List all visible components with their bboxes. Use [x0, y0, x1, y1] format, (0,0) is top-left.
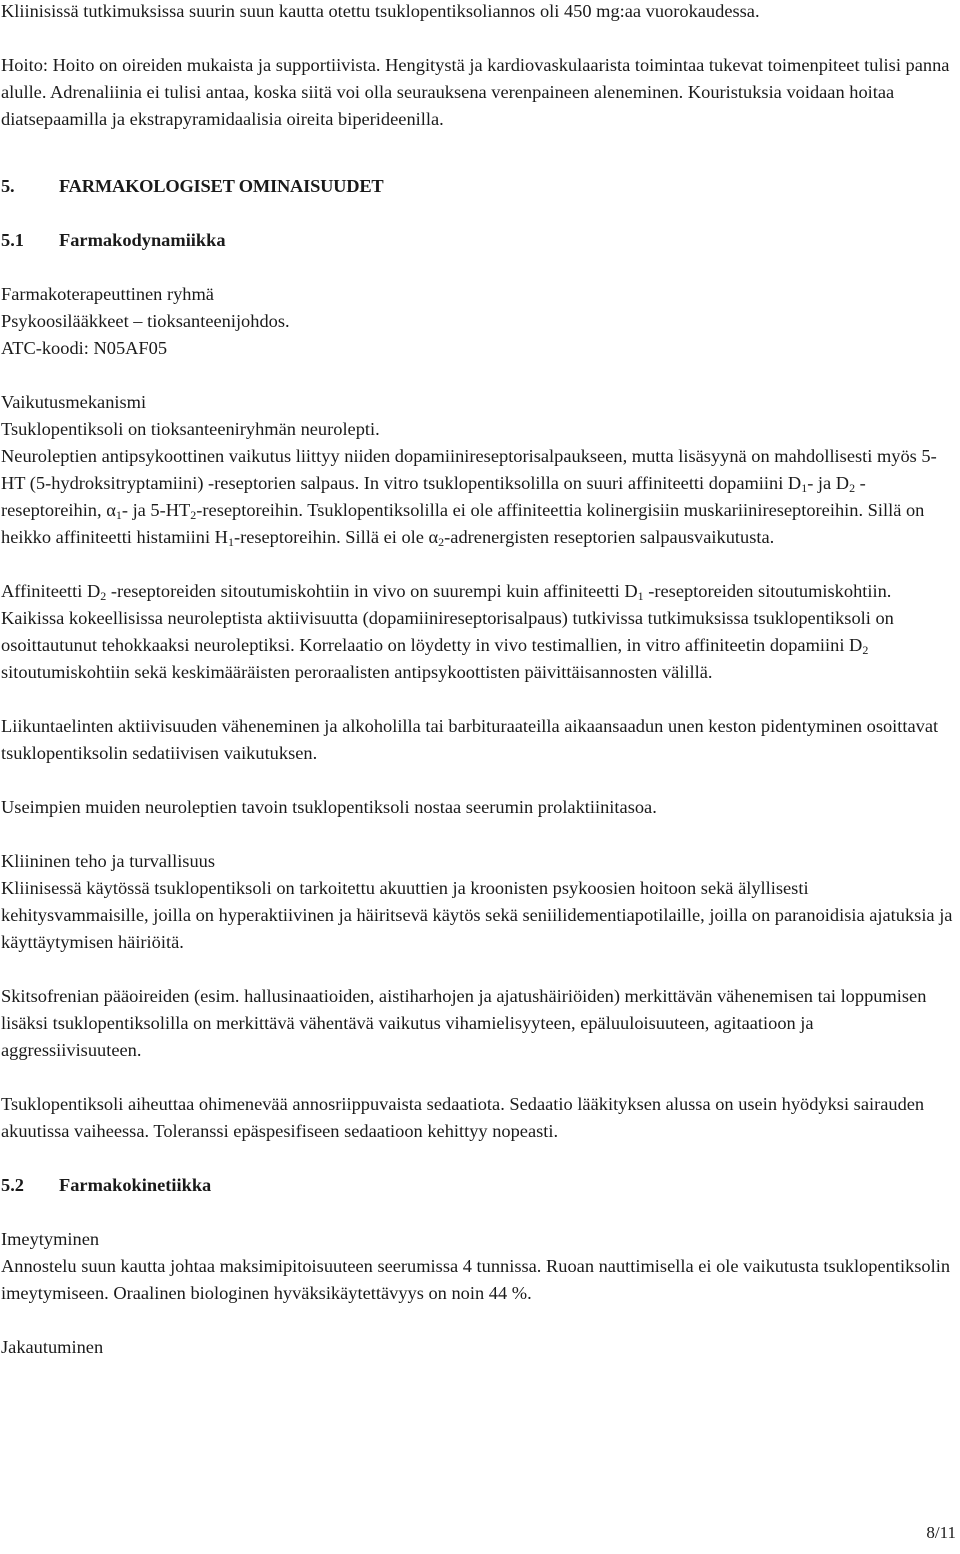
- pharmacotherapeutic-group-value: Psykoosilääkkeet – tioksanteenijohdos.: [1, 311, 290, 331]
- section-5-2-number: 5.2: [1, 1175, 24, 1195]
- absorption-paragraph: Annostelu suun kautta johtaa maksimipitoisuuteen seerumissa 4 tunnissa. Ruoan nauttimisella ei ole vaikutusta tsuklopentiksolin imeytymiseen. Oraalinen biologinen hyväksikäytettävyys on noin 44 %.: [1, 1256, 951, 1303]
- section-5-2-title: Farmakokinetiikka: [59, 1175, 212, 1195]
- motility-paragraph: Liikuntaelinten aktiivisuuden väheneminen ja alkoholilla tai barbituraateilla aikaansaadun unen keston pidentyminen osoittavat tsuklopentiksolin sedatiivisen vaikutuksen.: [1, 716, 939, 763]
- efficacy-paragraph: Kliinisessä käytössä tsuklopentiksoli on tarkoitettu akuuttien ja kroonisten psykoosien hoitoon sekä älyllisesti kehitysvammaisille, joilla on hyperaktiivinen ja häiritsevä käytös sekä seniilidementiapotilaille, joilla on paranoidisia ajatuksia ja käyttäytymisen häiriöitä.: [1, 878, 953, 952]
- pharmacotherapeutic-group-label: Farmakoterapeuttinen ryhmä: [1, 284, 214, 304]
- schizophrenia-paragraph: Skitsofrenian pääoireiden (esim. hallusinaatioiden, aistiharhojen ja ajatushäiriöiden) merkittävän vähenemisen tai loppumisen lisäksi tsuklopentiksolilla on merkittävä vähentävä vaikutus vihamielisyyteen, epäluuloisuuteen, agitaatioon ja aggressiivisuuteen.: [1, 986, 927, 1060]
- section-5-1-number: 5.1: [1, 230, 24, 250]
- overdose-paragraph: Kliinisissä tutkimuksissa suurin suun kautta otettu tsuklopentiksoliannos oli 450 mg:aa vuorokaudessa.: [1, 1, 760, 21]
- section-5-2-heading: [1, 1172, 953, 1199]
- efficacy-label: Kliininen teho ja turvallisuus: [1, 851, 216, 871]
- distribution-label: Jakautuminen: [1, 1337, 104, 1357]
- absorption-label: Imeytyminen: [1, 1229, 100, 1249]
- sedation-paragraph: Tsuklopentiksoli aiheuttaa ohimenevää annosriippuvaista sedaatiota. Sedaatio lääkityksen alussa on usein hyödyksi sairauden akuutissa vaiheessa. Toleranssi epäspesifiseen sedaatioon kehittyy nopeasti.: [1, 1094, 925, 1141]
- mechanism-label: Vaikutusmekanismi: [1, 392, 147, 412]
- affinity-paragraph: Affiniteetti $D_2$ -reseptoreiden sitoutumiskohtiin in vivo on suurempi kuin affiniteetti $D_1$ -reseptoreiden sitoutumiskohtiin. Kaikissa kokeellisissa neuroleptista aktiivisuutta (dopamiinireseptorisalpaus) tutkivissa tutkimuksissa tsuklopentiksoli on osoittautunut tehokkaaksi neuroleptiksi. Korrelaatio on löydetty in vivo testimallien, in vitro affiniteetin dopamiini $D_2$ sitoutumiskohtiin sekä keskimääräisten peroraalisten antipsykoottisten päivittäisannosten välillä.: [1, 581, 894, 682]
- section-5-title: FARMAKOLOGISET OMINAISUUDET: [59, 176, 384, 196]
- prolactin-paragraph: Useimpien muiden neuroleptien tavoin tsuklopentiksoli nostaa seerumin prolaktiinitasoa.: [1, 797, 657, 817]
- mechanism-paragraph: Neuroleptien antipsykoottinen vaikutus liittyy niiden dopamiinireseptorisalpaukseen, mutta lisäsyynä on mahdollisesti myös 5-HT (5-hydroksitryptamiini) -reseptorien salpaus. In vitro tsuklopentiksolilla on suuri affiniteetti dopamiini $D_1-$ ja $D_2$ -reseptoreihin, $\alpha_1-$ ja $5-HT_2$-reseptoreihin. Tsuklopentiksolilla ei ole affiniteettia kolinergisiin muskariinireseptoreihin. Sillä on heikko affiniteetti histamiini $H_1$-reseptoreihin. Sillä ei ole $\alpha_2$-adrenergisten reseptorien salpausvaikutusta.: [1, 446, 937, 549]
- page-number: 8/11: [926, 1523, 956, 1542]
- mechanism-line: Tsuklopentiksoli on tioksanteeniryhmän neurolepti.: [1, 419, 380, 439]
- section-5-number: 5.: [1, 176, 15, 196]
- section-5-heading: [1, 173, 953, 200]
- section-5-1-title: Farmakodynamiikka: [59, 230, 226, 250]
- atc-code: ATC-koodi: N05AF05: [1, 338, 168, 358]
- section-5-1-heading: [1, 227, 953, 254]
- treatment-paragraph: Hoito: Hoito on oireiden mukaista ja supportiivista. Hengitystä ja kardiovaskulaarista toimintaa tukevat toimenpiteet tulisi panna alulle. Adrenaliinia ei tulisi antaa, koska siitä voi olla seurauksena verenpaineen aleneminen. Kouristuksia voidaan hoitaa diatsepaamilla ja ekstrapyramidaalisia oireita biperideenilla.: [1, 55, 950, 129]
- document-page: [1, 0, 953, 1361]
